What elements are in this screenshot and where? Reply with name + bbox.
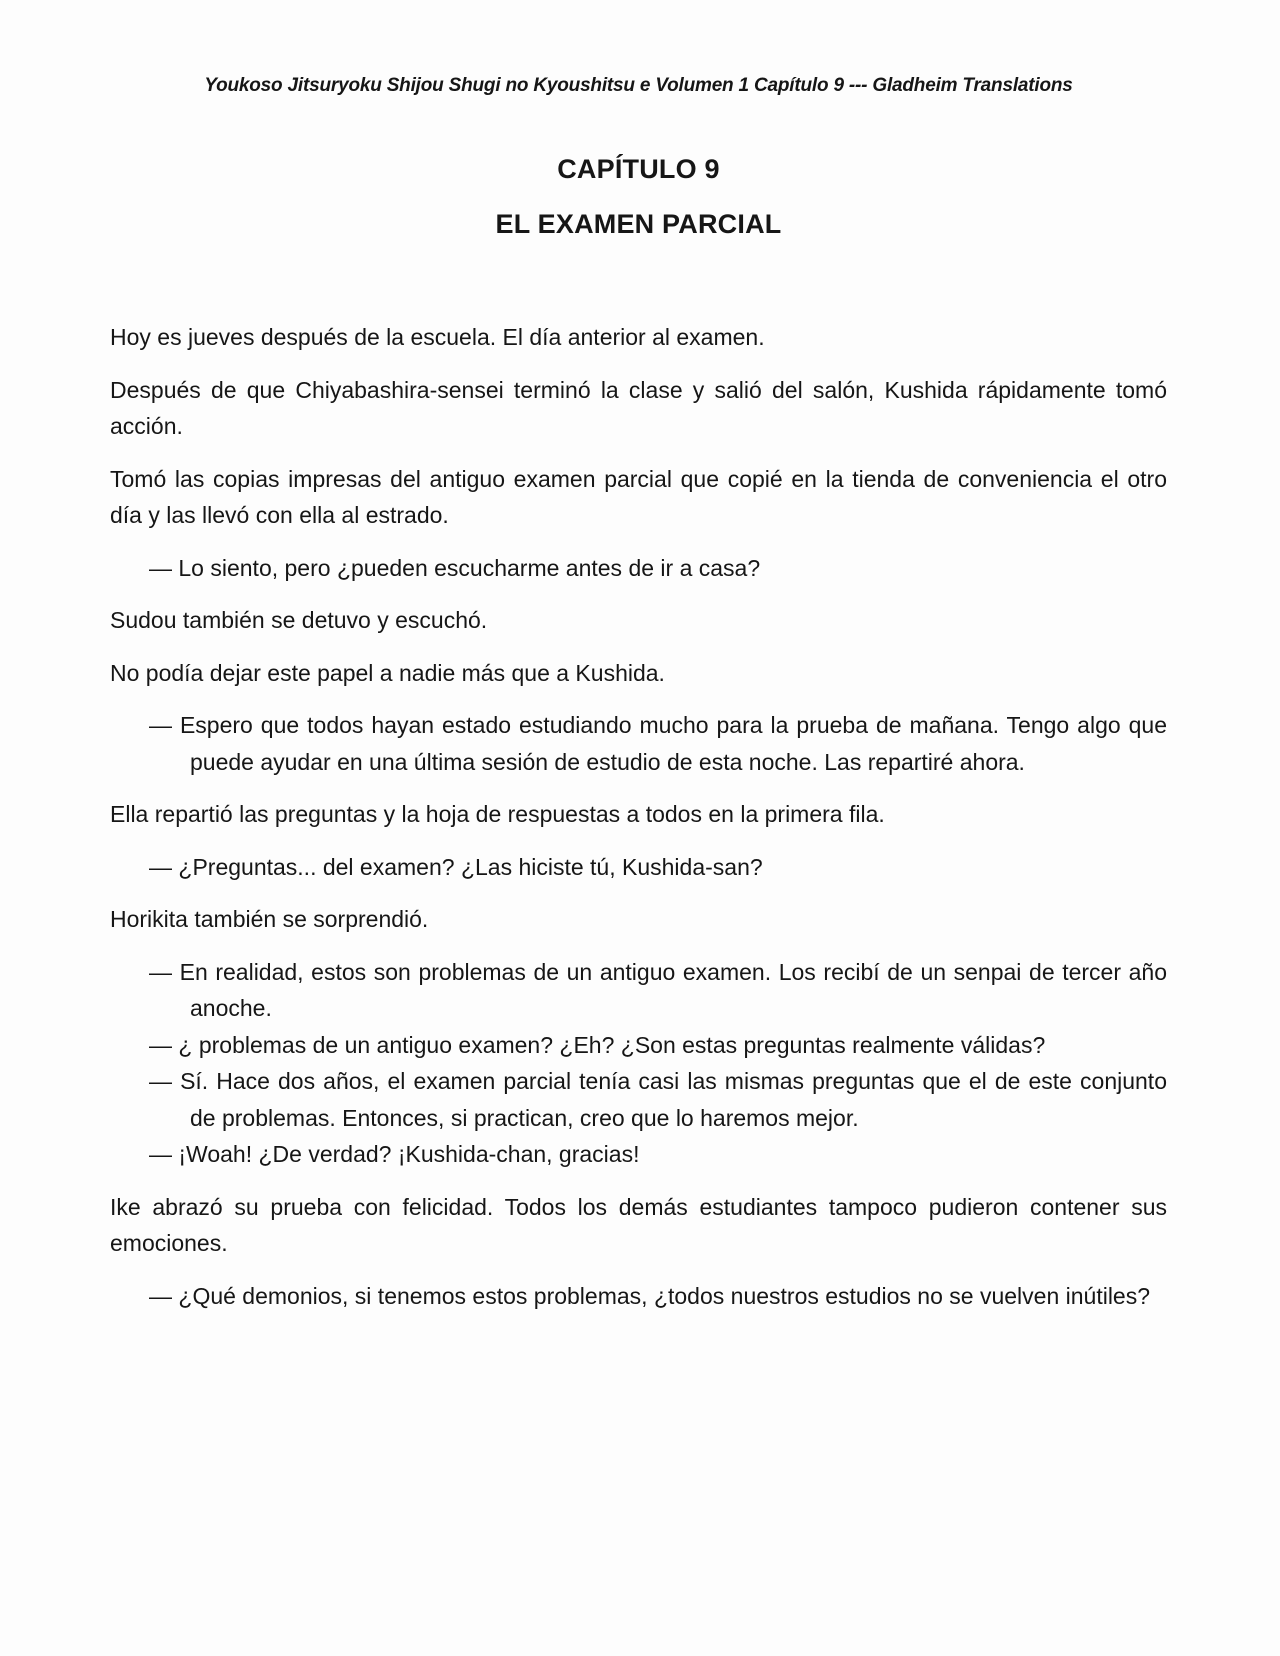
dialogue-paragraph: — Espero que todos hayan estado estudiando mucho para la prueba de mañana. Tengo algo que puede ayudar en una última sesión de estudio de esta noche. Las repartiré ahora.: [149, 712, 1167, 775]
narration-paragraph: Tomó las copias impresas del antiguo examen parcial que copié en la tienda de conveniencia el otro día y las llevó con ella al estrado.: [110, 465, 1167, 528]
narration-paragraph: No podía dejar este papel a nadie más que a Kushida.: [110, 659, 665, 686]
dialogue-paragraph: — Lo siento, pero ¿pueden escucharme antes de ir a casa?: [149, 554, 761, 581]
narration-paragraph: Sudou también se detuvo y escuchó.: [110, 607, 488, 633]
page-header: Youkoso Jitsuryoku Shijou Shugi no Kyoushitsu e Volumen 1 Capítulo 9 --- Gladheim Translations: [204, 75, 1073, 96]
narration-paragraph: Después de que Chiyabashira-sensei terminó la clase y salió del salón, Kushida rápidamente tomó acción.: [110, 376, 1167, 439]
dialogue-paragraph: — En realidad, estos son problemas de un antiguo examen. Los recibí de un senpai de tercer año anoche.: [149, 958, 1167, 1021]
narration-paragraph: Horikita también se sorprendió.: [110, 906, 429, 932]
dialogue-paragraph: — Sí. Hace dos años, el examen parcial tenía casi las mismas preguntas que el de este conjunto de problemas. Entonces, si practican, creo que lo haremos mejor.: [149, 1068, 1167, 1131]
dialogue-paragraph: — ¡Woah! ¿De verdad? ¡Kushida-chan, gracias!: [149, 1141, 640, 1167]
narration-paragraph: Hoy es jueves después de la escuela. El día anterior al examen.: [110, 324, 765, 350]
narration-paragraph: Ella repartió las preguntas y la hoja de respuestas a todos en la primera fila.: [110, 801, 885, 827]
dialogue-paragraph: — ¿ problemas de un antiguo examen? ¿Eh? ¿Son estas preguntas realmente válidas?: [149, 1031, 1046, 1058]
chapter-subtitle: EL EXAMEN PARCIAL: [495, 209, 782, 239]
story-content: [110, 319, 1167, 1314]
narration-paragraph: Ike abrazó su prueba con felicidad. Todos los demás estudiantes tampoco pudieron contener sus emociones.: [110, 1193, 1167, 1256]
dialogue-paragraph: — ¿Preguntas... del examen? ¿Las hiciste tú, Kushida-san?: [149, 853, 763, 880]
chapter-title: CAPÍTULO 9: [557, 154, 720, 184]
dialogue-paragraph: — ¿Qué demonios, si tenemos estos problemas, ¿todos nuestros estudios no se vuelven inútiles?: [149, 1282, 1151, 1309]
